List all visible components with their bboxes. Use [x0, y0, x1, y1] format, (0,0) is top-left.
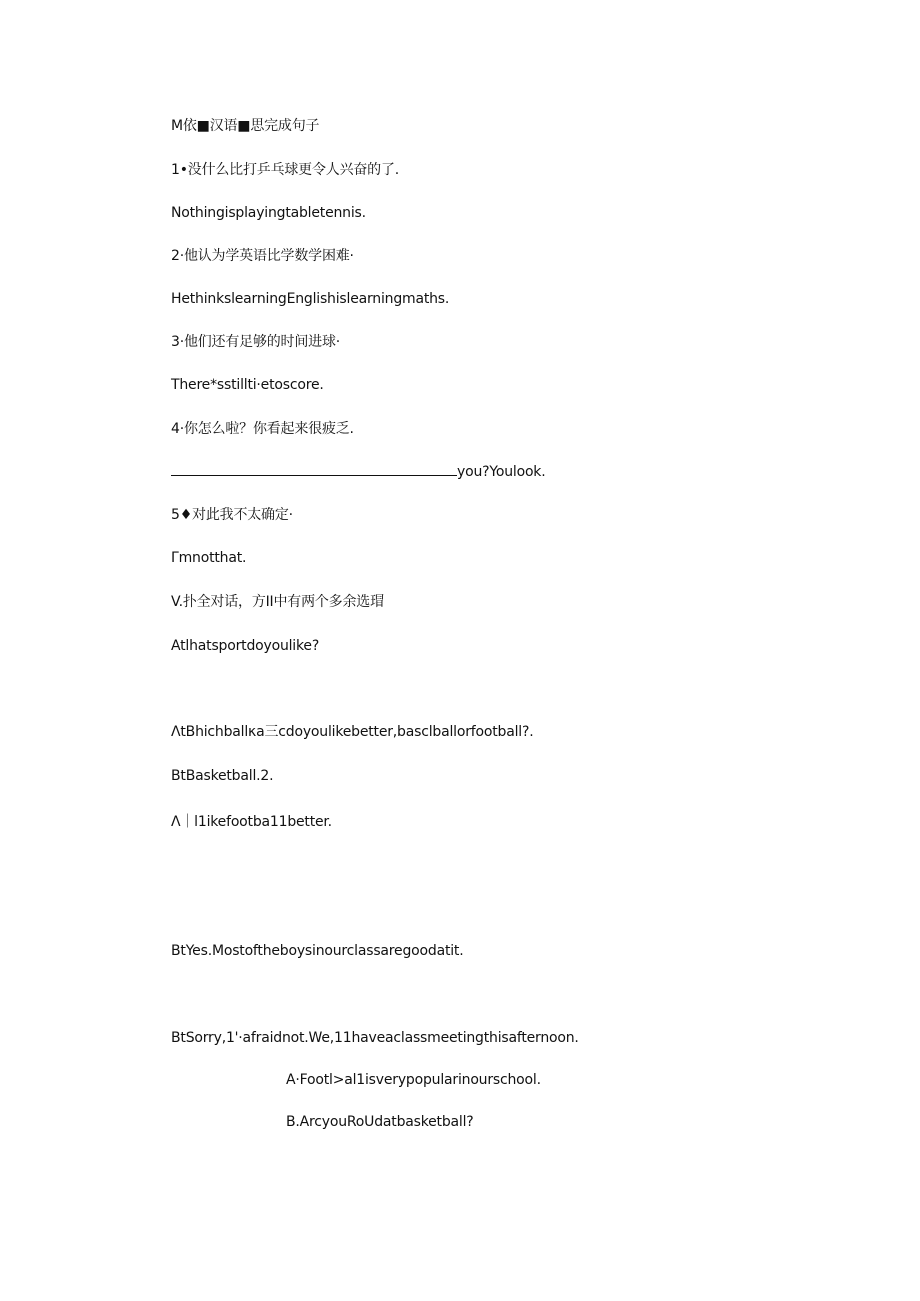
dialogue-line-2: ΛtBhichballκa三cdoyoulikebetter,basclballorfootball?. — [171, 724, 534, 740]
question-5-english: Γmnotthat. — [171, 550, 247, 566]
question-3-chinese: 3·他们还有足够的时间进球· — [171, 334, 341, 350]
section-heading-translation: M依■汉语■思完成句子 — [171, 118, 320, 134]
option-b: B.ArcyouRoUdatbasketball? — [286, 1114, 474, 1130]
dialogue-line-5: BtYes.Mostoftheboysinourclassaregoodatit. — [171, 943, 464, 959]
question-2-english: HethinkslearningEnglishislearningmaths. — [171, 291, 450, 307]
question-4-english — [171, 463, 545, 481]
answer-blank[interactable] — [171, 463, 457, 476]
dialogue-line-1: Atlhatsportdoyoulike? — [171, 638, 320, 654]
question-5-chinese: 5♦对此我不太确定· — [171, 507, 293, 523]
dialogue-line-3: BtBasketball.2. — [171, 768, 274, 784]
section-heading-dialogue: V.扑全对话，方II中有两个多余选瑁 — [171, 594, 384, 610]
dialogue-line-4: Λ｜l1ikefootba11better. — [171, 814, 332, 830]
option-a: A·Footl>al1isverypopularinourschool. — [286, 1072, 541, 1088]
dialogue-line-6: BtSorry,1'·afraidnot.We,11haveaclassmeetingthisafternoon. — [171, 1030, 579, 1046]
question-4-chinese: 4·你怎么啦？你看起来很疲乏. — [171, 421, 354, 437]
question-3-english: There*sstillti·etoscore. — [171, 377, 324, 393]
question-1-chinese: 1•没什么比打乒乓球更令人兴奋的了. — [171, 162, 400, 178]
question-1-english: Nothingisplayingtabletennis. — [171, 205, 366, 221]
question-2-chinese: 2·他认为学英语比学数学困难· — [171, 248, 354, 264]
question-4-english-text: you?Youlook. — [457, 464, 546, 480]
